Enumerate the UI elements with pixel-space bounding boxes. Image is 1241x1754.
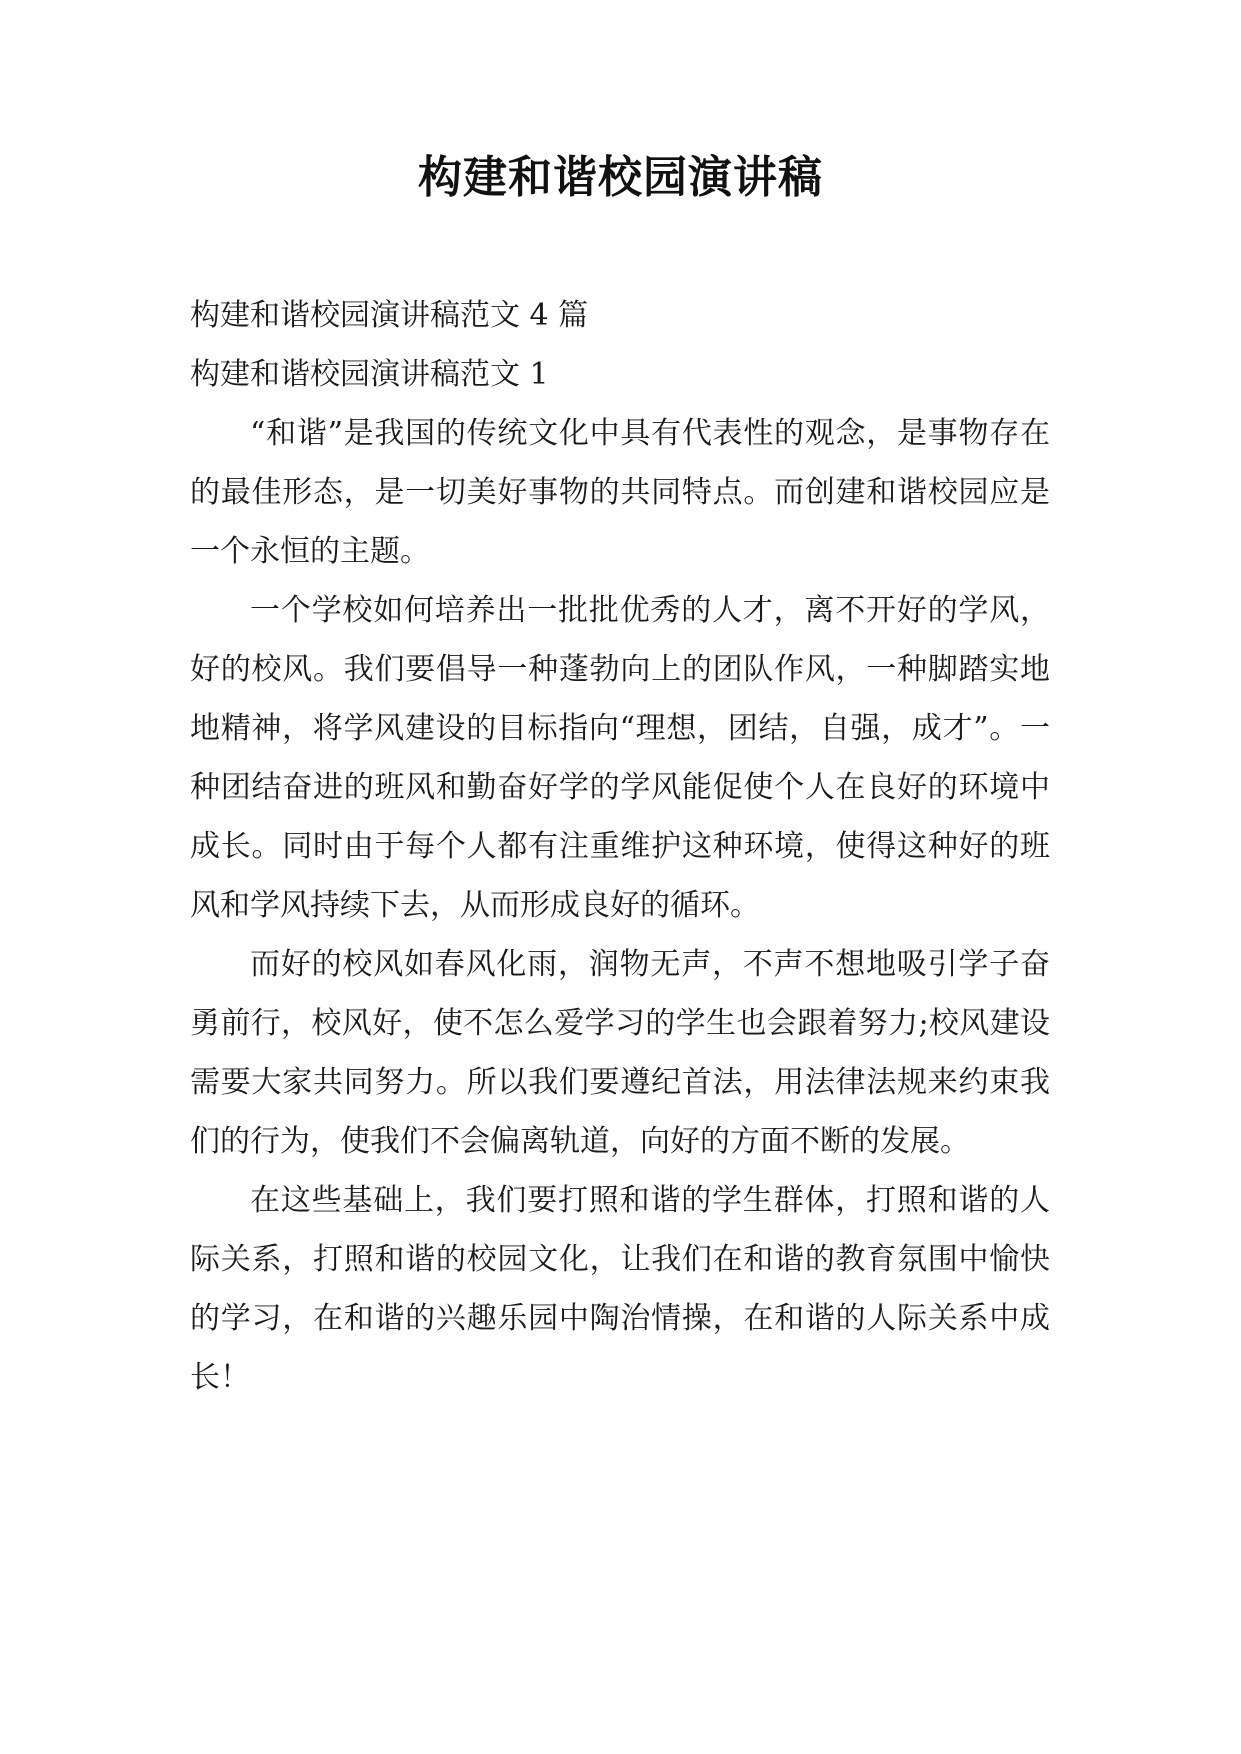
document-subtitle: 构建和谐校园演讲稿范文 4 篇 <box>190 298 589 333</box>
section-heading: 构建和谐校园演讲稿范文 1 <box>190 357 549 392</box>
paragraph: 一个学校如何培养出一批批优秀的人才，离不开好的学风，好的校风。我们要倡导一种蓬勃向上的团队作风，一种脚踏实地地精神，将学风建设的目标指向“理想，团结，自强，成才”。一种团结奋进的班风和勤奋好学的学风能促使个人在良好的环境中成长。同时由于每个人都有注重维护这种环境，使得这种好的班风和学风持续下去，从而形成良好的循环。 <box>190 593 1050 923</box>
paragraph: 而好的校风如春风化雨，润物无声，不声不想地吸引学子奋勇前行，校风好，使不怎么爱学习的学生也会跟着努力;校风建设需要大家共同努力。所以我们要遵纪首法，用法律法规来约束我们的行为，使我们不会偏离轨道，向好的方面不断的发展。 <box>190 947 1050 1159</box>
paragraph: “和谐”是我国的传统文化中具有代表性的观念，是事物存在的最佳形态，是一切美好事物的共同特点。而创建和谐校园应是一个永恒的主题。 <box>190 416 1050 569</box>
document-title: 构建和谐校园演讲稿 <box>418 152 823 203</box>
document-body <box>190 286 1050 1407</box>
paragraph: 在这些基础上，我们要打照和谐的学生群体，打照和谐的人际关系，打照和谐的校园文化，让我们在和谐的教育氛围中愉快的学习，在和谐的兴趣乐园中陶治情操，在和谐的人际关系中成长！ <box>190 1183 1050 1395</box>
